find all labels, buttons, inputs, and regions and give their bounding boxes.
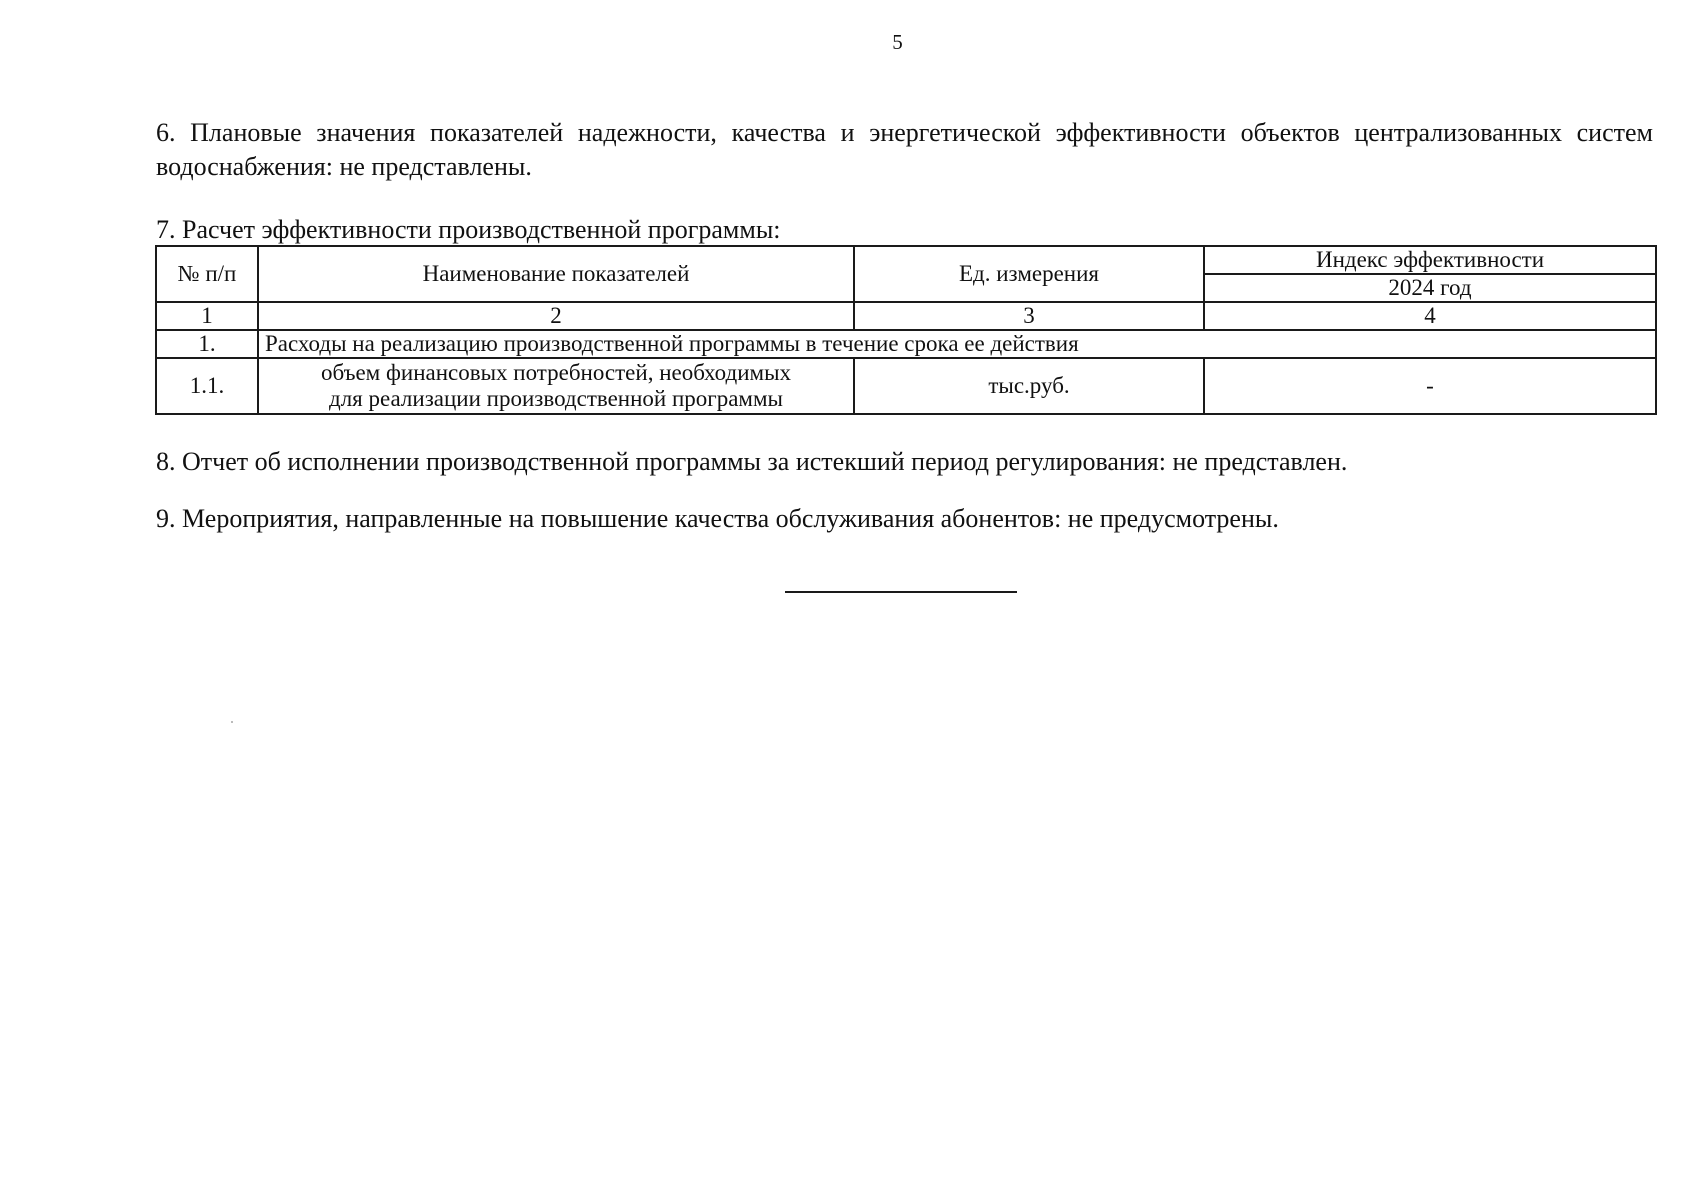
table-header-row — [156, 246, 1656, 274]
efficiency-table-container — [155, 245, 1655, 415]
section-7-title: 7. Расчет эффективности производственной программы: — [156, 215, 781, 244]
section-6-text: 6. Плановые значения показателей надежности, качества и энергетической эффективности объектов централизованных систем водоснабжения: не представлены. — [156, 118, 1653, 181]
item-row-name — [258, 358, 854, 414]
column-number-cell: 1 — [156, 302, 258, 330]
header-num: № п/п — [156, 246, 258, 302]
column-number-cell: 4 — [1204, 302, 1656, 330]
item-row-name-line-2: для реализации производственной программы — [329, 386, 783, 411]
section-row-text: Расходы на реализацию производственной программы в течение срока ее действия — [258, 330, 1656, 358]
table-section-row — [156, 330, 1656, 358]
header-unit: Ед. измерения — [854, 246, 1204, 302]
column-number-cell: 2 — [258, 302, 854, 330]
item-row-num: 1.1. — [156, 358, 258, 414]
table-row — [156, 358, 1656, 414]
header-year: 2024 год — [1204, 274, 1656, 302]
item-row-value: - — [1204, 358, 1656, 414]
page-number: 5 — [892, 30, 903, 54]
section-8-text: 8. Отчет об исполнении производственной программы за истекший период регулирования: не представлен. — [156, 447, 1348, 476]
section-9-text: 9. Мероприятия, направленные на повышение качества обслуживания абонентов: не предусмотрены. — [156, 504, 1279, 533]
efficiency-table — [155, 245, 1657, 415]
section-row-num: 1. — [156, 330, 258, 358]
item-row-name-line-1: объем финансовых потребностей, необходимых — [320, 360, 792, 385]
column-number-cell: 3 — [854, 302, 1204, 330]
header-index-group: Индекс эффективности — [1204, 246, 1656, 274]
end-separator-line — [785, 591, 1017, 593]
scan-speck — [231, 721, 233, 723]
column-number-row — [156, 302, 1656, 330]
item-row-unit: тыс.руб. — [854, 358, 1204, 414]
header-name: Наименование показателей — [258, 246, 854, 302]
